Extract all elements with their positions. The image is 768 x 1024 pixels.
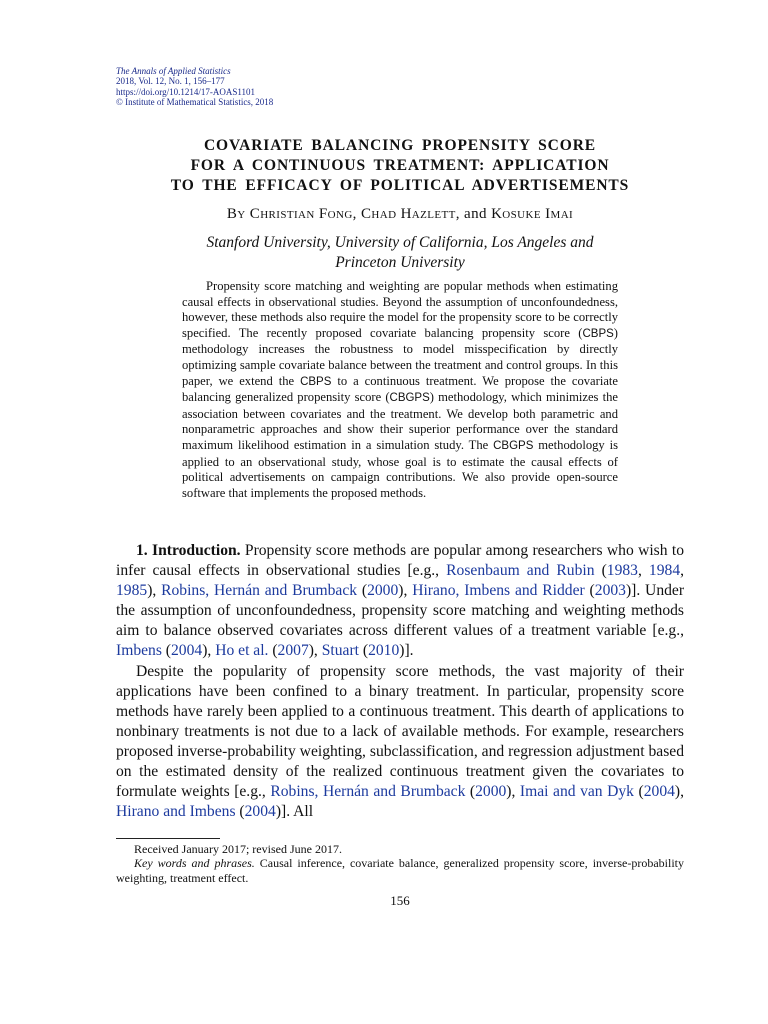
keywords-note [116, 856, 684, 885]
body-text-run: ( [584, 582, 595, 600]
affiliation-line: Stanford University, University of California, Los Angeles and [206, 234, 594, 251]
citation-link[interactable]: 2003 [594, 582, 626, 600]
acronym-cbgps: CBGPS [493, 439, 534, 452]
body-text-run: ( [594, 562, 607, 580]
body-text-run: ), [674, 783, 684, 801]
citation-link[interactable]: Hirano and Imbens [116, 803, 236, 821]
keywords-label: Key words and phrases. [134, 856, 255, 871]
acronym-cbps: CBPS [582, 327, 614, 340]
received-note: Received January 2017; revised June 2017. [134, 842, 342, 856]
citation-link[interactable]: Hirano, Imbens and Ridder [412, 582, 585, 600]
title-line: FOR A CONTINUOUS TREATMENT: APPLICATION [190, 157, 610, 174]
citation-link[interactable]: 1984 [648, 562, 681, 580]
citation-link[interactable]: 2010 [368, 642, 400, 660]
abstract-text: ) methodology increases the robustness to model misspecification by directly optimizing sample covariate balance between the treatment and control groups. In this paper, we extend the [182, 325, 618, 388]
body-text-run: ( [268, 642, 278, 660]
author-separator: , [352, 206, 361, 222]
citation-link[interactable]: 2007 [277, 642, 309, 660]
abstract-text: ) methodology, which minimizes the association between covariates and the treatment. We develop both parametric and nonparametric approaches and show their superior performance over the standard maximum likelihood estimation in a simulation study. The [182, 390, 618, 452]
journal-header [116, 66, 273, 107]
citation-link[interactable]: 2004 [643, 783, 675, 801]
body-text-run: )]. [399, 642, 414, 660]
citation-link[interactable]: Rosenbaum and Rubin [446, 562, 595, 580]
body-text-run: ( [633, 783, 644, 801]
author-separator: , and [455, 206, 492, 222]
citation-link[interactable]: 2000 [367, 582, 399, 600]
body-text-run: ( [357, 582, 368, 600]
abstract-text: to a continuous treatment. We propose the covariate balancing generalized propensity score ( [182, 373, 619, 405]
journal-copyright: © Institute of Mathematical Statistics, 2018 [116, 96, 274, 107]
body-text-run: )]. Under the assumption of unconfoundedness, propensity score matching and weighting methods aim to balance observed covariates across different values of a treatment variable [e.g., [116, 582, 685, 640]
abstract [182, 279, 618, 501]
body-text-run: )]. All [275, 803, 314, 821]
body-text-run: ), [398, 582, 413, 600]
body-text-run: ( [358, 642, 369, 660]
body-paragraph [116, 662, 684, 823]
citation-link[interactable]: 2000 [475, 783, 507, 801]
section-heading: 1. Introduction. [136, 542, 241, 559]
paper-title [116, 136, 684, 196]
acronym-cbps: CBPS [300, 375, 332, 388]
body-text [116, 541, 684, 822]
citation-link[interactable]: Robins, Hernán and Brumback [161, 582, 358, 600]
author-name: Chad Hazlett [360, 206, 456, 222]
body-text-run: ), [308, 642, 322, 660]
citation-link[interactable]: Imai and van Dyk [519, 783, 634, 801]
citation-link[interactable]: 1983 [606, 562, 638, 580]
citation-link[interactable]: Imbens [116, 642, 162, 660]
citation-link[interactable]: 2004 [244, 803, 276, 821]
intro-paragraph [116, 541, 684, 662]
citation-link[interactable]: Stuart [321, 642, 359, 660]
journal-doi-link[interactable]: https://doi.org/10.1214/17-AOAS1101 [116, 86, 256, 97]
body-text-run: Despite the popularity of propensity score methods, the vast majority of their applications have been confined to a binary treatment. In particular, propensity score methods have rarely been applied to a continuous treatment. This dearth of applications to nonbinary treatments is not due to a lack of available methods. For example, researchers proposed inverse-probability weighting, subclassification, and regression adjustment based on the estimated density of the realized continuous treatment given the covariates to formulate weights [e.g., [116, 662, 684, 801]
title-line: COVARIATE BALANCING PROPENSITY SCORE [203, 137, 597, 154]
author-name: Christian Fong [249, 206, 353, 222]
body-text-run: ), [506, 783, 520, 801]
citation-link[interactable]: 2004 [171, 642, 203, 660]
abstract-text: methodology is applied to an observational study, whose goal is to estimate the causal effects of political advertisements on campaign contributions. We also provide open-source software that implements the proposed methods. [182, 437, 618, 500]
body-text-run: ), [147, 582, 162, 600]
body-text-run: ( [465, 783, 476, 801]
journal-name: The Annals of Applied Statistics [116, 66, 231, 76]
title-line: TO THE EFFICACY OF POLITICAL ADVERTISEMENTS [170, 177, 630, 194]
keywords-text: Causal inference, covariate balance, generalized propensity score, inverse-probability weighting, treatment effect. [116, 856, 685, 885]
citation-link[interactable]: Ho et al. [215, 642, 269, 660]
affiliation [116, 233, 684, 273]
body-text-run: ), [202, 642, 216, 660]
body-text-run: ( [235, 803, 245, 821]
affiliation-line: Princeton University [335, 254, 465, 271]
citation-link[interactable]: Robins, Hernán and Brumback [270, 783, 466, 801]
footnote-rule [116, 838, 220, 839]
abstract-text: Propensity score matching and weighting are popular methods when estimating causal effects in observational studies. Beyond the assumption of unconfoundedness, however, these methods also require the model for the propensity score to be correctly specified. The recently proposed covariate balancing propensity score ( [182, 279, 618, 340]
author-by: By [226, 206, 246, 222]
body-text-run: , [680, 562, 685, 580]
citation-link[interactable]: 1985 [116, 582, 148, 600]
author-name: Kosuke Imai [491, 206, 574, 222]
page-number: 156 [390, 893, 410, 908]
journal-volume: 2018, Vol. 12, No. 1, 156–177 [116, 76, 225, 87]
footnotes [116, 842, 684, 885]
author-line [116, 206, 684, 223]
body-text-run: Propensity score methods are popular among researchers who wish to infer causal effects in observational studies [e.g., [116, 542, 685, 580]
body-text-run: , [637, 562, 649, 580]
body-text-run: ( [161, 642, 171, 660]
acronym-cbgps: CBGPS [389, 392, 430, 405]
